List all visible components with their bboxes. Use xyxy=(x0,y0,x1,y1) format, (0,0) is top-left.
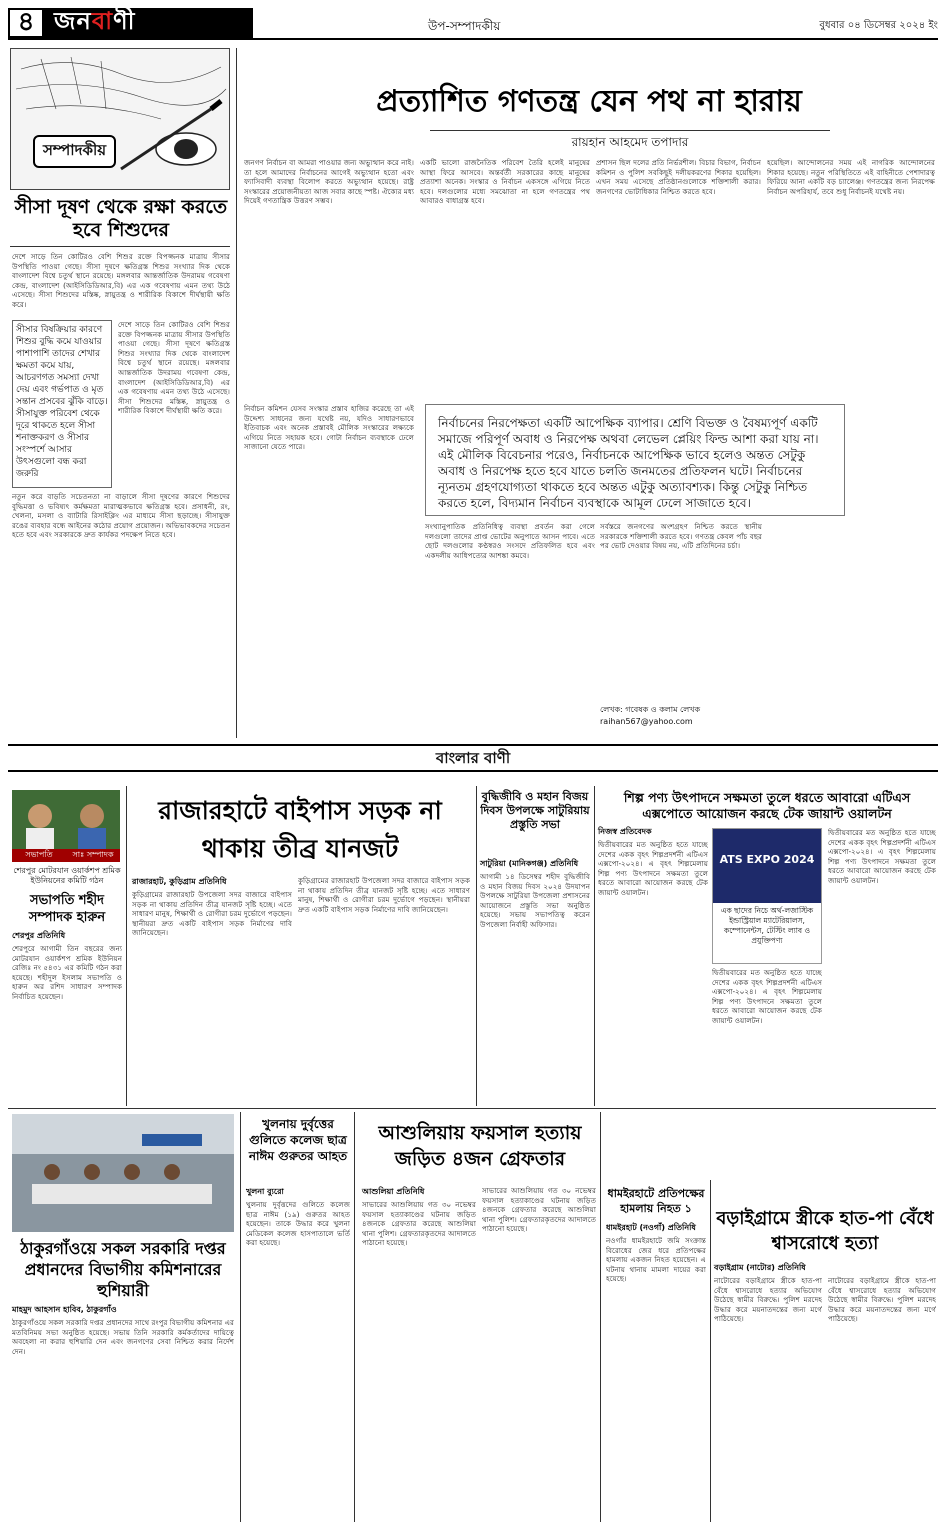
column-divider xyxy=(600,1112,601,1522)
committee-reporter: শেরপুর প্রতিনিধি xyxy=(12,931,66,940)
editorial-body-continued: নতুন করে বাড়তি সচেতনতা না বাড়ালে সীসা দূষণের কারণে শিশুদের বুদ্ধিমত্তা ও ভবিষ্যৎ কর্মক্ষমতা মারাত্মকভাবে ক্ষতিগ্রস্ত হবে। প্রসাধনী, রং, খেলনা, মসলা ও ব্যাটারি রিসাইক্লিং এর মাধ্যমে সীসা ছড়াচ্ছে। সীসাযুক্ত রঙের ব্যবহার বন্ধে আইনের কঠোর প্রয়োগ প্রয়োজন। অভিভাবকদের সচেতন হতে হবে এবং সরকারকে দ্রুত কার্যকর পদক্ষেপ নিতে হবে। xyxy=(12,492,230,540)
section-label: উপ-সম্পাদকীয় xyxy=(428,19,501,33)
ashuliya-reporter: আশুলিয়া প্রতিনিধি xyxy=(362,1187,425,1196)
newspaper-logo xyxy=(8,8,253,38)
baraigram-body-1: নাটোরের বড়াইগ্রামে স্ত্রীকে হাত-পা বেঁধে শ্বাসরোধে হত্যার অভিযোগ উঠেছে স্বামীর বিরুদ্ধে। পুলিশ মরদেহ উদ্ধার করে ময়নাতদন্তের জন্য মর্গে পাঠিয়েছে। xyxy=(714,1276,822,1324)
ashuliya-body-1: সাভারের আশুলিয়ায় গত ৩০ নভেম্বর ফয়সাল হত্যাকাণ্ডের ঘটনায় জড়িত ৪জনকে গ্রেফতার করেছে আশুলিয়া থানা পুলিশ। গ্রেফতারকৃতদের আদালতে পাঠানো হয়েছে। xyxy=(362,1200,476,1248)
editorial-headline: সীসা দূষণ থেকে রক্ষা করতে হবে শিশুদের xyxy=(14,196,228,241)
column-divider xyxy=(354,1112,355,1522)
ashuliya-body-2: সাভারের আশুলিয়ায় গত ৩০ নভেম্বর ফয়সাল হত্যাকাণ্ডের ঘটনায় জড়িত ৪জনকে গ্রেফতার করেছে আশুলিয়া থানা পুলিশ। গ্রেফতারকৃতদের আদালতে পাঠানো হয়েছে। xyxy=(482,1186,596,1234)
meeting-scene-icon xyxy=(12,1114,234,1232)
expo-body-1: দ্বিতীয়বারের মত অনুষ্ঠিত হতে যাচ্ছে দেশের একক বৃহৎ শিল্পপ্রদর্শনী এটিএস এক্সপো-২০২৪। এ বৃহৎ শিল্পমেলায় শিল্প পণ্য উৎপাদনে সক্ষমতা তুলে ধরতে আবারো আয়োজন করছে টেক জায়ান্ট ওয়ালটন। xyxy=(598,840,708,897)
baraigram-headline: বড়াইগ্রামে স্ত্রীকে হাত-পা বেঁধে শ্বাসরোধে হত্যা xyxy=(716,1208,934,1254)
meeting-photo xyxy=(12,1114,234,1232)
ashuliya-headline: আশুলিয়ায় ফয়সাল হত্যায় জড়িত ৪জন গ্রেফতার xyxy=(378,1122,582,1170)
thakurgaon-body: ঠাকুরগাঁওয়ে সকল সরকারি দপ্তর প্রধানদের সাথে রংপুর বিভাগীয় কমিশনার এর মতবিনিময় সভা অনুষ্ঠিত হয়েছে। সভায় তিনি সরকারি কর্মকর্তাদের দায়িত্বে অবহেলা না করার হুশিয়ারি দেন এবং জনগণের সেবা নিশ্চিত করার নির্দেশ দেন। xyxy=(12,1318,234,1356)
logo-wordmark: জনবাণী xyxy=(54,7,136,35)
expo-ad xyxy=(712,828,822,964)
committee-body: শেরপুরে আগামী তিন বছরের জন্য মোটরযান ওয়ার্কশপ শ্রমিক ইউনিয়ন রেজিঃ নং ৫৪৩১ এর কমিটি গঠন করা হয়েছে। শহীদুল ইসলাম সভাপতি ও হারুন অর রশিদ সাধারণ সম্পাদক নির্বাচিত হয়েছেন। xyxy=(12,944,122,1001)
expo-ad-title: ATS EXPO 2024 xyxy=(713,829,821,903)
thakurgaon-headline: ঠাকুরগাঁওয়ে সকল সরকারি দপ্তর প্রধানদের বিভাগীয় কমিশনারের হুশিয়ারী xyxy=(20,1239,226,1300)
issue-date: বুধবার ০৪ ডিসেম্বর ২০২৪ ইং xyxy=(819,20,938,31)
column-divider xyxy=(476,786,477,1106)
expo-body-2: দ্বিতীয়বারের মত অনুষ্ঠিত হতে যাচ্ছে দেশের একক বৃহৎ শিল্পপ্রদর্শনী এটিএস এক্সপো-২০২৪। এ বৃহৎ শিল্পমেলায় শিল্প পণ্য উৎপাদনে সক্ষমতা তুলে ধরতে আবারো আয়োজন করছে টেক জায়ান্ট ওয়ালটন। xyxy=(712,968,822,1025)
op-ed-byline: রায়হান আহমেদ তপাদার xyxy=(571,135,689,149)
dhamoirhat-body: নওগাঁর ধামইরহাটে জমি সংক্রান্ত বিরোধের জের ধরে প্রতিপক্ষের হামলায় একজন নিহত হয়েছেন। এ ঘটনায় থানায় মামলা দায়ের করা হয়েছে। xyxy=(606,1236,706,1284)
khulna-body: খুলনায় দুর্বৃত্তদের গুলিতে কলেজ ছাত্র নাঈম (১৯) গুরুতর আহত হয়েছেন। তাকে উদ্ধার করে খুলনা মেডিকেল কলেজ হাসপাতালে ভর্তি করা হয়েছে। xyxy=(246,1200,350,1248)
bijoy-headline: বুদ্ধিজীবি ও মহান বিজয় দিবস উপলক্ষে সাটুরিয়ায় প্রস্তুতি সভা xyxy=(480,790,590,831)
editorial-illustration xyxy=(10,48,230,190)
masthead xyxy=(8,8,938,40)
op-ed-column-4: হয়েছিল। আন্দোলনের সময় এই নাগরিক আন্দোলনের শিকার হয়েছে। নতুন পরিস্থিতিতে এই বাহিনীতে পেশাদারত্ব ফিরিয়ে আনা একটি বড় চ্যালেঞ্জ। গণতন্ত্রের জন্য নিরপেক্ষ নির্বাচন অপরিহার্য, তবে শুধু নির্বাচনই যথেষ্ট নয়। xyxy=(767,158,935,196)
bypass-body-2: কুড়িগ্রামের রাজারহাট উপজেলা সদর বাজারে বাইপাস সড়ক না থাকায় প্রতিদিন তীব্র যানজট সৃষ্টি হচ্ছে। এতে সাধারণ মানুষ, শিক্ষার্থী ও রোগীরা চরম দুর্ভোগে পড়ছেন। স্থানীয়রা দ্রুত একটি বাইপাস সড়ক নির্মাণের দাবি জানিয়েছেন। xyxy=(298,876,470,914)
bijoy-reporter: সাটুরিয়া (মানিকগঞ্জ) প্রতিনিধি xyxy=(480,859,579,868)
bijoy-body: আগামী ১৪ ডিসেম্বর শহীদ বুদ্ধিজীবি ও মহান বিজয় দিবস ২০২৪ উদযাপন উপলক্ষে সাটুরিয়া উপজেলা প্রশাসনের আয়োজনে প্রস্তুতি সভা অনুষ্ঠিত হয়েছে। সভায় সভাপতিত্ব করেন উপজেলা নির্বাহী অফিসার। xyxy=(480,872,590,929)
expo-reporter: নিজস্ব প্রতিবেদক xyxy=(598,827,652,836)
dhamoirhat-headline: ধামইরহাটে প্রতিপক্ষের হামলায় নিহত ১ xyxy=(607,1187,705,1215)
expo-ad-caption: এক ছাদের নিচে অর্থ-লজাস্টিক ইন্ডাস্ট্রিয়াল ম্যাটেরিয়ালস, কম্পোনেন্টস, টেস্টিং ল্যাব ও প্রযুক্তিপণ্য xyxy=(720,906,814,945)
expo-body-3: দ্বিতীয়বারের মত অনুষ্ঠিত হতে যাচ্ছে দেশের একক বৃহৎ শিল্পপ্রদর্শনী এটিএস এক্সপো-২০২৪। এ বৃহৎ শিল্পমেলায় শিল্প পণ্য উৎপাদনে সক্ষমতা তুলে ধরতে আবারো আয়োজন করছে টেক জায়ান্ট ওয়ালটন। xyxy=(828,828,936,885)
page-number: ৪ xyxy=(8,8,44,38)
op-ed-column-3-lower: সর্বস্তরে জনগণের অংশগ্রহণ নিশ্চিত করতে স্থানীয় সরকারকে শক্তিশালী করতে হবে। গণতন্ত্র কেবল পাঁচ বছর পর ভোট দেওয়ার বিষয় নয়, এটি প্রতিদিনের চর্চা। xyxy=(600,522,762,551)
column-divider xyxy=(126,786,127,1106)
editorial-tag: সম্পাদকীয় xyxy=(33,135,116,168)
baraigram-reporter: বড়াইগ্রাম (নাটোর) প্রতিনিধি xyxy=(714,1263,806,1272)
section-banner: বাংলার বাণী xyxy=(8,744,938,772)
committee-intro: শেরপুর মোটরযান ওয়ার্কশপ শ্রমিক ইউনিয়নের কমিটি গঠন xyxy=(13,866,121,885)
khulna-headline: খুলনায় দুর্বৃত্তের গুলিতে কলেজ ছাত্র নাঈম গুরুতর আহত xyxy=(248,1117,348,1163)
author-label: লেখক: গবেষক ও কলাম লেখক xyxy=(600,705,701,714)
author-email[interactable]: raihan567@yahoo.com xyxy=(600,717,693,726)
column-divider xyxy=(236,48,237,738)
op-ed-column-3: প্রশাসন ছিল দলের প্রতি নির্ভরশীল। বিচার বিভাগ, নির্বাচন কমিশন ও পুলিশ সবকিছুই দলীয়করণের শিকার হয়েছিল। এখন সময় এসেছে প্রতিষ্ঠানগুলোকে শক্তিশালী করার। জনগণের ভোটাধিকার নিশ্চিত করতে হবে। xyxy=(596,158,761,196)
photo-caption-right: সাঃ সম্পাদক xyxy=(66,849,120,862)
op-ed-headline: প্রত্যাশিত গণতন্ত্র যেন পথ না হারায় xyxy=(376,84,802,119)
dhamoirhat-reporter: ধামইরহাট (নওগাঁ) প্রতিনিধি xyxy=(606,1223,696,1232)
editorial-body: দেশে সাড়ে তিন কোটিরও বেশি শিশুর রক্তে বিপজ্জনক মাত্রায় সীসার উপস্থিতি পাওয়া গেছে। সীসা দূষণে ক্ষতিগ্রস্ত শিশুর সংখ্যার দিক থেকে বাংলাদেশ বিশ্বে চতুর্থ স্থানে রয়েছে। মঙ্গলবার আন্তর্জাতিক উদরাময় গবেষণা কেন্দ্র, বাংলাদেশ (আইসিডিডিআর,বি) এর এক গবেষণায় এমন তথ্য উঠে এসেছে। সীসা শিশুদের মস্তিষ্ক, স্নায়ুতন্ত্র ও শারীরিক বিকাশে দীর্ঘস্থায়ী ক্ষতি করে। xyxy=(12,252,230,309)
column-divider xyxy=(240,1112,241,1522)
editorial-highlight-box: সীসার বিষক্রিয়ার কারণে শিশুর বুদ্ধি কমে যাওয়ার পাশাপাশি তাদের শেখার ক্ষমতা কমে যায়, আচরণগত সমস্যা দেখা দেয় এবং গর্ভপাত ও মৃত সন্তান প্রসবের ঝুঁকি বাড়ে। সীসাযুক্ত পরিবেশ থেকে দূরে থাকতে হলে সীসা শনাক্তকরণ ও সীসার সংস্পর্শে আসার উৎসগুলো বন্ধ করা জরুরি xyxy=(12,320,112,488)
op-ed-column-1: জনগণ নির্বাচন বা আমরা পাওয়ার জন্য অভ্যুত্থান করে নাই। তা হলে আমাদের নির্বাচনের আগেই অভ্যুত্থান হতো এবং ফ্যাসিবাদী ব্যবস্থা বিলোপ করতে অভ্যুত্থান হয়েছে। রাষ্ট্র সংস্কারের প্রয়োজনীয়তা আজ সবার কাছে স্পষ্ট। ঐক্যের মধ্য দিয়েই গণতান্ত্রিক উত্তরণ সম্ভব। xyxy=(244,158,414,206)
divider xyxy=(8,1108,936,1109)
op-ed-column-2-lower: সংখ্যানুপাতিক প্রতিনিধিত্ব ব্যবস্থা প্রবর্তন করা গেলে দলগুলো তাদের প্রাপ্ত ভোটের অনুপাতে আসন পাবে। এতে ছোট দলগুলোর কণ্ঠস্বরও সংসদে প্রতিফলিত হবে এবং একদলীয় আধিপত্যের আশঙ্কা কমবে। xyxy=(425,522,595,560)
baraigram-body-2: নাটোরের বড়াইগ্রামে স্ত্রীকে হাত-পা বেঁধে শ্বাসরোধে হত্যার অভিযোগ উঠেছে স্বামীর বিরুদ্ধে। পুলিশ মরদেহ উদ্ধার করে ময়নাতদন্তের জন্য মর্গে পাঠিয়েছে। xyxy=(828,1276,936,1324)
khulna-reporter: খুলনা ব্যুরো xyxy=(246,1187,284,1196)
thakurgaon-reporter: মাহমুদ আহসান হাবিব, ঠাকুরগাঁও xyxy=(12,1305,117,1314)
divider xyxy=(430,130,830,131)
divider xyxy=(10,246,230,247)
op-ed-pullquote: নির্বাচনের নিরপেক্ষতা একটি আপেক্ষিক ব্যাপার। শ্রেণি বিভক্ত ও বৈষম্যপূর্ণ একটি সমাজে পরিপূর্ণ অবাধ ও নিরপেক্ষ অথবা লেভেল প্লেয়িং ফিল্ড আশা করা যায় না। এই মৌলিক বিবেচনার পরেও, নির্বাচনকে আপেক্ষিক ভাবে হলেও অন্তত সেটুকু অবাধ ও নিরপেক্ষ হতে হবে যাতে চলতি জনমতের প্রতিফলন ঘটে। নির্বাচনের ন্যূনতম গ্রহণযোগ্যতা থাকতে হবে অন্তত এটুকু অত্যাবশ্যক। কিন্তু সেটুকু নিশ্চিত করতে হলে, বিদ্যমান নির্বাচন ব্যবস্থাকে আমূল ঢেলে সাজাতে হবে। xyxy=(425,404,845,516)
author-note xyxy=(600,704,762,726)
committee-headline: সভাপতি শহীদ সম্পাদক হারুন xyxy=(28,893,106,925)
pen-ink-icon xyxy=(11,49,230,190)
column-divider xyxy=(594,786,595,1106)
column-divider xyxy=(710,1180,711,1522)
editorial-body-side: দেশে সাড়ে তিন কোটিরও বেশি শিশুর রক্তে বিপজ্জনক মাত্রায় সীসার উপস্থিতি পাওয়া গেছে। সীসা দূষণে ক্ষতিগ্রস্ত শিশুর সংখ্যার দিক থেকে বাংলাদেশ বিশ্বে চতুর্থ স্থানে রয়েছে। মঙ্গলবার আন্তর্জাতিক উদরাময় গবেষণা কেন্দ্র, বাংলাদেশ (আইসিডিডিআর,বি) এর এক গবেষণায় এমন তথ্য উঠে এসেছে। সীসা শিশুদের মস্তিষ্ক, স্নায়ুতন্ত্র ও শারীরিক বিকাশে দীর্ঘস্থায়ী ক্ষতি করে। xyxy=(118,320,230,416)
op-ed-column-2: একটি ভালো রাজনৈতিক পরিবেশ তৈরি হলেই মানুষের আস্থা ফিরে আসবে। অন্তর্বর্তী সরকারের কাছে মানুষের প্রত্যাশা অনেক। সংস্কার ও নির্বাচন একসঙ্গে এগিয়ে নিতে হবে। দলগুলোর মধ্যে সমঝোতা না হলে গণতন্ত্রের পথ আবারও বাধাগ্রস্ত হবে। xyxy=(420,158,590,206)
expo-headline: শিল্প পণ্য উৎপাদনে সক্ষমতা তুলে ধরতে আবারো এটিএস এক্সপোতে আয়োজন করছে টেক জায়ান্ট ওয়ালটন xyxy=(623,790,911,821)
op-ed-column-1-lower: নির্বাচন কমিশন যেসব সংস্কার প্রস্তাব হাজির করেছে তা এই উদ্দেশ্য সাধনের জন্য যথেষ্ট নয়, যদিও সাধারণভাবে ইতিবাচক এবং অনেক প্রস্তাবই মৌলিক সংস্কারের লক্ষ্যকে এগিয়ে নিতে সহায়ক হবে। গোটা নির্বাচন ব্যবস্থাকে ঢেলে সাজানো যেতে পারে। xyxy=(244,404,414,452)
bypass-headline: রাজারহাটে বাইপাস সড়ক না থাকায় তীব্র যানজট xyxy=(158,796,442,863)
bypass-reporter: রাজারহাট, কুড়িগ্রাম প্রতিনিধি xyxy=(132,877,227,886)
photo-caption-left: সভাপতি xyxy=(12,849,66,862)
bypass-body-1: কুড়িগ্রামের রাজারহাট উপজেলা সদর বাজারে বাইপাস সড়ক না থাকায় প্রতিদিন তীব্র যানজট সৃষ্টি হচ্ছে। এতে সাধারণ মানুষ, শিক্ষার্থী ও রোগীরা চরম দুর্ভোগে পড়ছেন। স্থানীয়রা দ্রুত একটি বাইপাস সড়ক নির্মাণের দাবি জানিয়েছেন। xyxy=(132,890,292,938)
